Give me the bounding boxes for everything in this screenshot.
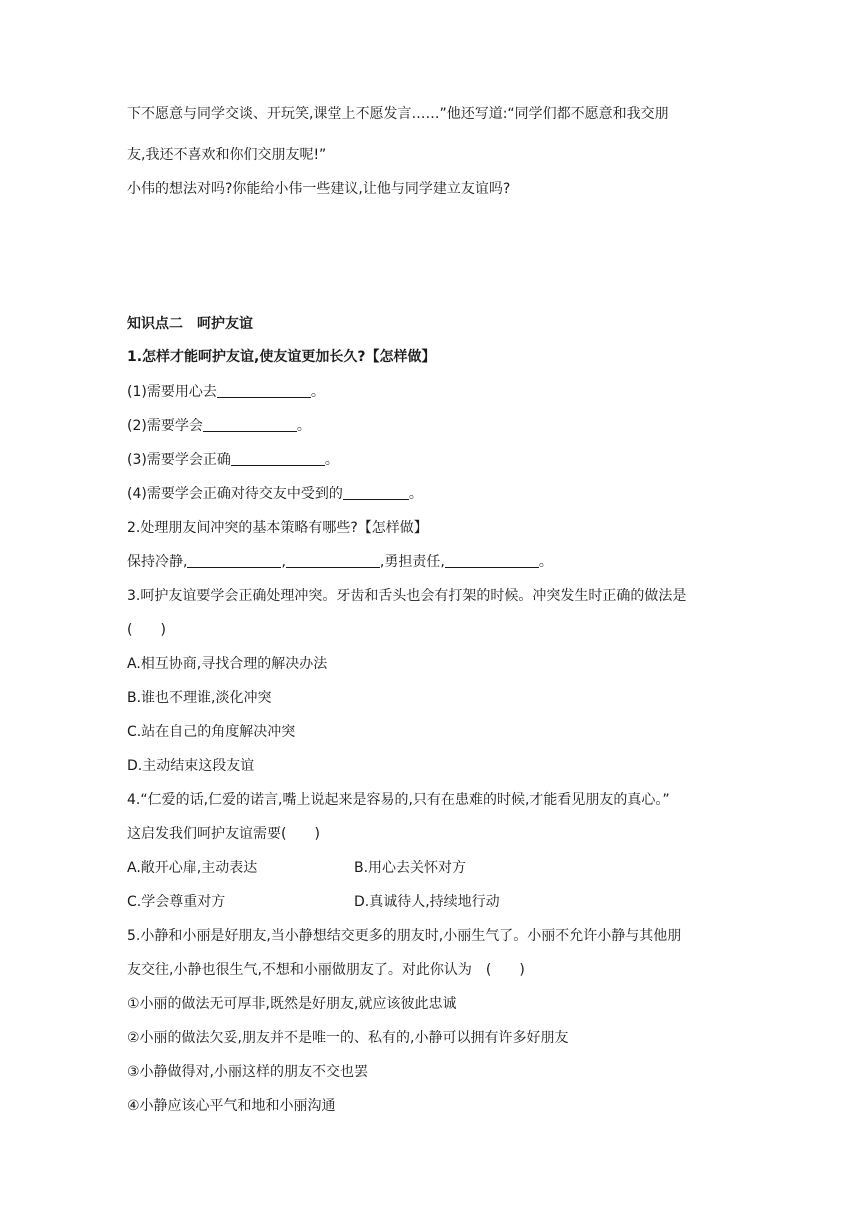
q4-stem-line-2: 这启发我们呵护友谊需要( ) [127, 826, 320, 842]
q3-option-d[interactable]: D.主动结束这段友谊 [127, 758, 255, 774]
q1-item-end: 。 [310, 384, 325, 400]
q2-answer-line [127, 552, 553, 572]
q4-option-d[interactable]: D.真诚待人,持续地行动 [354, 894, 500, 910]
q2-text-2: , [281, 554, 286, 570]
q1-item-text: (2)需要学会 [127, 418, 203, 434]
q1-item-1 [127, 382, 325, 402]
q4-option-c[interactable]: C.学会尊重对方 [127, 894, 226, 910]
q2-text-1: 保持冷静, [127, 554, 188, 570]
q4-options-row-2 [127, 892, 500, 912]
intro-line-2: 友,我还不喜欢和你们交朋友呢!” [127, 147, 327, 163]
fill-blank[interactable] [445, 553, 539, 568]
fill-blank[interactable] [203, 417, 297, 432]
q3-stem-line-2: ( ) [127, 622, 166, 638]
q5-statement-3: ③小静做得对,小丽这样的朋友不交也罢 [127, 1064, 368, 1080]
q5-statement-2: ②小丽的做法欠妥,朋友并不是唯一的、私有的,小静可以拥有许多好朋友 [127, 1030, 569, 1046]
q1-item-end: 。 [324, 452, 339, 468]
q1-item-4 [127, 484, 423, 504]
q2-text-3: ,勇担责任, [379, 554, 445, 570]
q5-stem-line-1: 5.小静和小丽是好朋友,当小静想结交更多的朋友时,小丽生气了。小丽不允许小静与其他朋 [127, 928, 682, 944]
q5-statement-1: ①小丽的做法无可厚非,既然是好朋友,就应该彼此忠诚 [127, 996, 457, 1012]
q1-title: 1.怎样才能呵护友谊,使友谊更加长久?【怎样做】 [127, 349, 436, 365]
q4-option-a[interactable]: A.敞开心扉,主动表达 [127, 860, 258, 876]
fill-blank[interactable] [286, 553, 380, 568]
fill-blank[interactable] [343, 485, 409, 500]
q4-options-row-1 [127, 858, 467, 878]
q1-item-text: (1)需要用心去 [127, 384, 217, 400]
intro-line-1: 下不愿意与同学交谈、开玩笑,课堂上不愿发言……”他还写道:“同学们都不愿意和我交朋 [127, 106, 669, 122]
q4-option-b[interactable]: B.用心去关怀对方 [354, 860, 467, 876]
q4-stem-line-1: 4.“仁爱的话,仁爱的诺言,嘴上说起来是容易的,只有在患难的时候,才能看见朋友的真心。” [127, 792, 670, 808]
q3-option-b[interactable]: B.谁也不理谁,淡化冲突 [127, 690, 272, 706]
section-title: 知识点二 呵护友谊 [127, 316, 253, 332]
q1-item-3 [127, 450, 339, 470]
q1-item-text: (3)需要学会正确 [127, 452, 231, 468]
q5-stem-line-2: 友交往,小静也很生气,不想和小丽做朋友了。对此你认为 ( ) [127, 962, 525, 978]
q2-text-4: 。 [538, 554, 553, 570]
q3-option-a[interactable]: A.相互协商,寻找合理的解决办法 [127, 656, 328, 672]
fill-blank[interactable] [217, 383, 311, 398]
fill-blank[interactable] [187, 553, 281, 568]
q1-item-end: 。 [408, 486, 423, 502]
q1-item-end: 。 [296, 418, 311, 434]
q5-statement-4: ④小静应该心平气和地和小丽沟通 [127, 1098, 336, 1114]
q3-option-c[interactable]: C.站在自己的角度解决冲突 [127, 724, 296, 740]
intro-question: 小伟的想法对吗?你能给小伟一些建议,让他与同学建立友谊吗? [127, 181, 511, 197]
q1-item-2 [127, 416, 311, 436]
q2-title: 2.处理朋友间冲突的基本策略有哪些?【怎样做】 [127, 520, 428, 536]
q1-item-text: (4)需要学会正确对待交友中受到的 [127, 486, 343, 502]
q3-stem-line-1: 3.呵护友谊要学会正确处理冲突。牙齿和舌头也会有打架的时候。冲突发生时正确的做法是 [127, 588, 687, 604]
fill-blank[interactable] [231, 451, 325, 466]
